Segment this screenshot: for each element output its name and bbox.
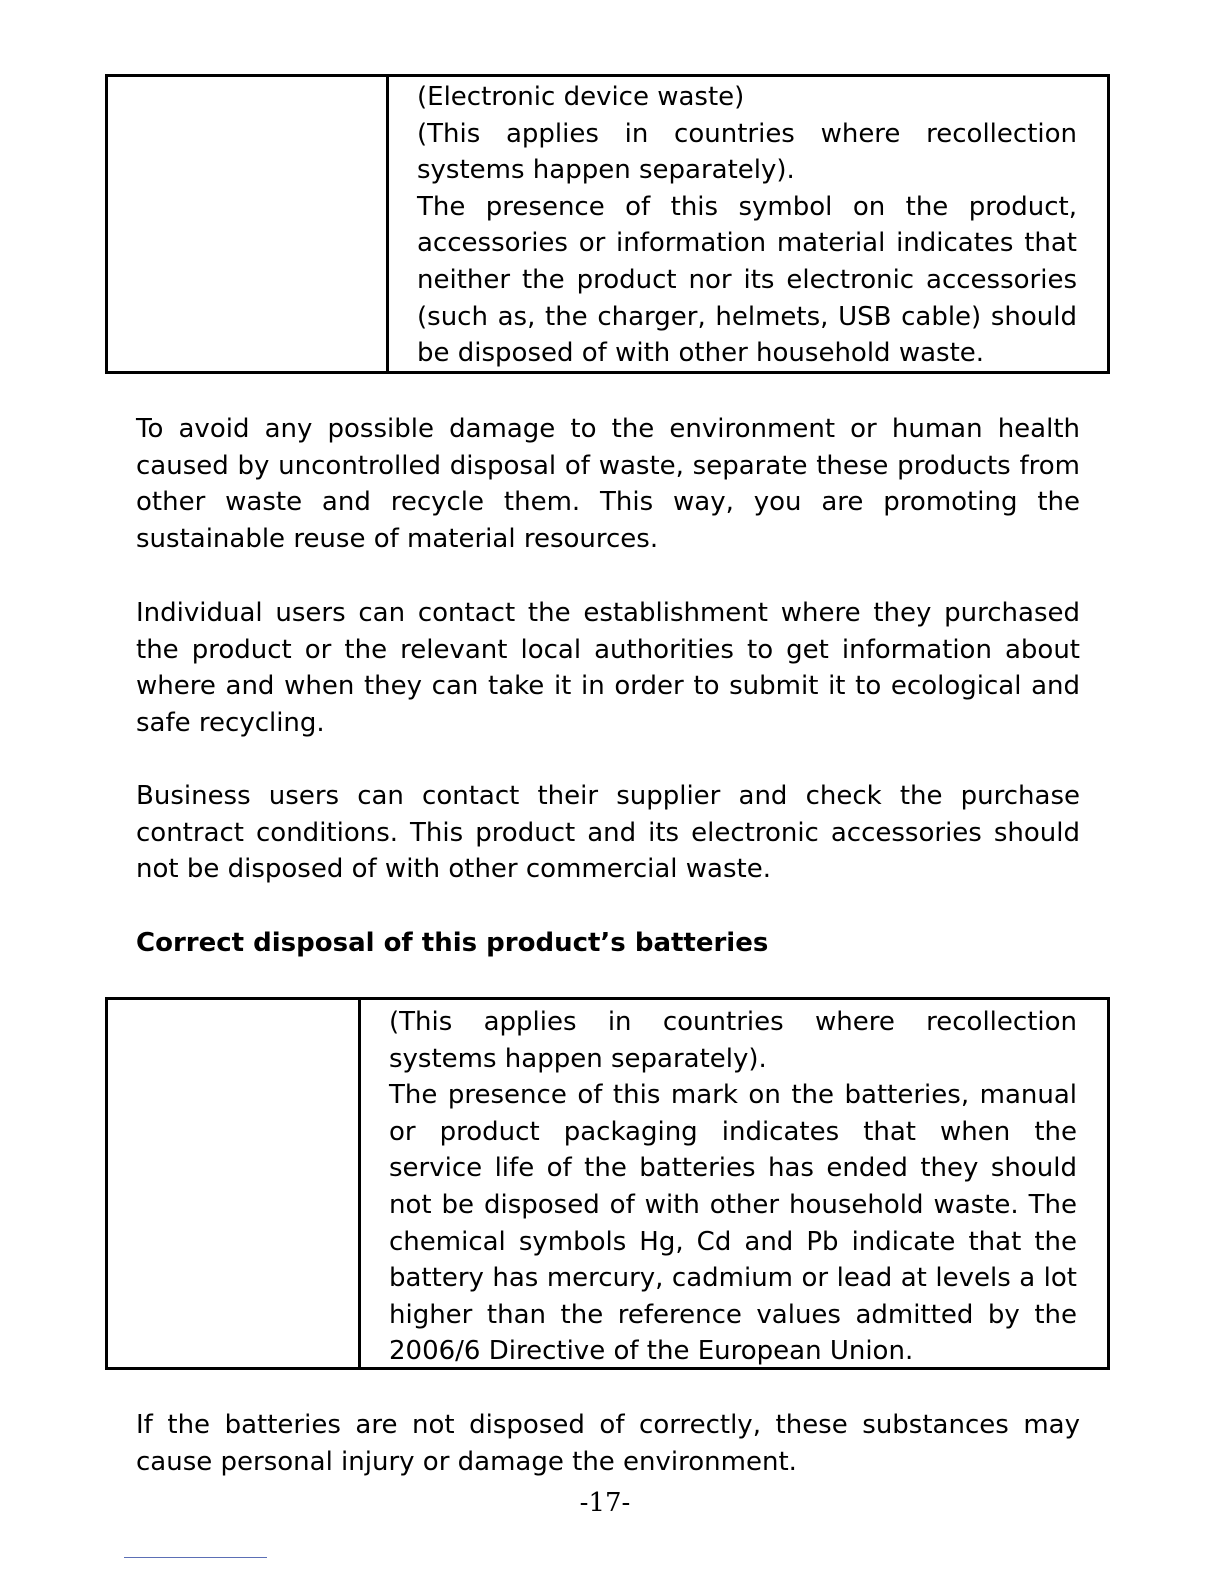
battery-symbol-cell (108, 1000, 361, 1367)
battery-scope-text: (This applies in countries where recollection systems happen separately). (389, 1007, 1077, 1074)
environment-paragraph: To avoid any possible damage to the environment or human health caused by uncontrolled disposal of waste, separate these products from other waste and recycle them. This way, you are promoting the sustainable reuse of material resources. (136, 414, 1080, 554)
battery-description: The presence of this mark on the batteries, manual or product packaging indicates that when the service life of the batteries has ended they should not be disposed of with other household waste. The chemical symbols Hg, Cd and Pb indicate that the battery has mercury, cadmium or lead at levels a lot higher than the reference values admitted by the 2006/6 Directive of the European Union. (389, 1080, 1077, 1367)
weee-text-cell (389, 77, 1107, 371)
weee-scope-text: (This applies in countries where recollection systems happen separately). (417, 118, 1077, 186)
individual-users-paragraph: Individual users can contact the establishment where they purchased the product or the relevant local authorities to get information about where and when they can take it in order to submit it to ecological and safe recycling. (136, 598, 1080, 738)
batteries-closing-paragraph: If the batteries are not disposed of correctly, these substances may cause personal injury or damage the environment. (136, 1410, 1080, 1477)
weee-heading: (Electronic device waste) (417, 82, 745, 112)
weee-info-table (105, 74, 1110, 374)
weee-description: The presence of this symbol on the product, accessories or information material indicates that neither the product nor its electronic accessories (such as, the charger, helmets, USB cable) should be disposed of with other household waste. (417, 191, 1077, 369)
battery-text-cell (361, 1000, 1107, 1367)
weee-symbol-cell (108, 77, 389, 371)
page-number: -17- (579, 1488, 631, 1518)
batteries-info-table (105, 997, 1110, 1370)
batteries-section-heading: Correct disposal of this product’s batteries (136, 928, 769, 958)
footnote-divider (124, 1557, 267, 1558)
business-users-paragraph: Business users can contact their supplier and check the purchase contract conditions. This product and its electronic accessories should not be disposed of with other commercial waste. (136, 781, 1080, 885)
